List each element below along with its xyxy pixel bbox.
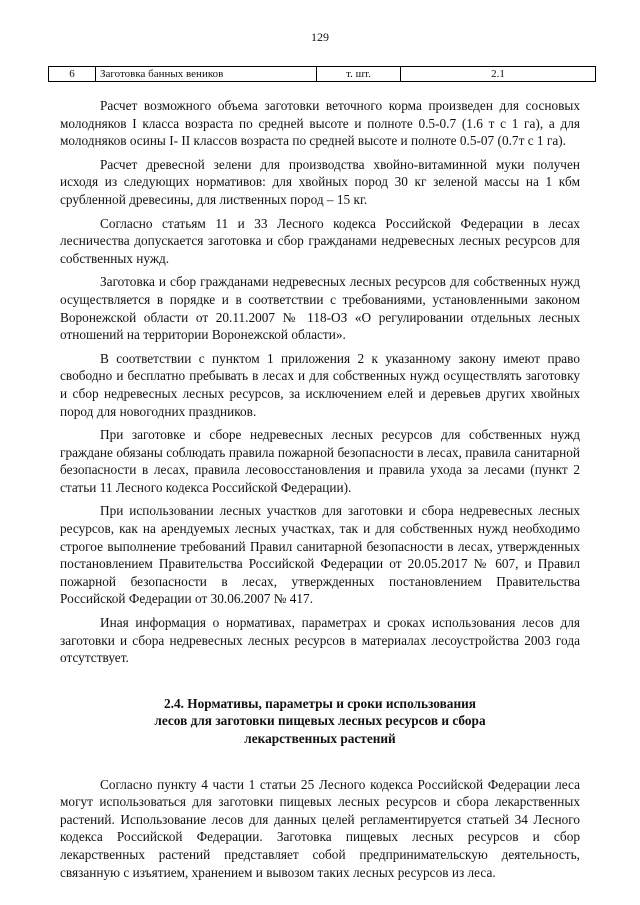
section-heading-line: лекарственных растений xyxy=(244,731,396,746)
page-number: 129 xyxy=(311,30,329,44)
document-body xyxy=(60,97,580,887)
row-unit-cell: т. шт. xyxy=(317,67,401,82)
paragraph: Заготовка и сбор гражданами недревесных лесных ресурсов для собственных нужд осуществляется в порядке и в соответствии с требованиями, установленными законом Воронежской области от 20.11.2007 № 118-ОЗ «О регулировании отдельных лесных отношений на территории Воронежской области». xyxy=(60,274,580,343)
paragraph: При заготовке и сборе недревесных лесных ресурсов для собственных нужд граждане обязаны соблюдать правила пожарной безопасности в лесах, правила санитарной безопасности в лесах, правила лесовосстановления и правила ухода за лесами (пункт 2 статьи 11 Лесного кодекса Российской Федерации). xyxy=(60,427,580,495)
paragraph: В соответствии с пунктом 1 приложения 2 к указанному закону имеют право свободно и бесплатно пребывать в лесах и для собственных нужд осуществлять заготовку и сбор недревесных лесных ресурсов, за исключением елей и деревьев других хвойных пород для новогодних праздников. xyxy=(60,350,580,419)
section-heading-line: лесов для заготовки пищевых лесных ресурсов и сбора xyxy=(154,713,486,729)
paragraph: Иная информация о нормативах, параметрах и сроках использования лесов для заготовки и сбора недревесных лесных ресурсов в материалах лесоустройства 2003 года отсутствует. xyxy=(60,615,580,666)
paragraph: При использовании лесных участков для заготовки и сбора недревесных лесных ресурсов, как на арендуемых лесных участках, так и для собственных нужд необходимо строгое выполнение требований Правил санитарной безопасности в лесах, утвержденных постановлением Правительства Российской Федерации от 20.05.2017 № 607, и Правил пожарной безопасности в лесах, утвержденных постановлением Правительства Российской Федерации от 30.06.2007 № 417. xyxy=(60,503,580,607)
section-heading-line: 2.4. Нормативы, параметры и сроки использования xyxy=(164,695,476,711)
paragraph: Согласно статьям 11 и 33 Лесного кодекса Российской Федерации в лесах лесничества допускается заготовка и сбор гражданами недревесных лесных ресурсов для собственных нужд. xyxy=(60,215,580,266)
table-row xyxy=(49,67,596,82)
row-name-cell: Заготовка банных веников xyxy=(96,67,317,82)
section-paragraph: Согласно пункту 4 части 1 статьи 25 Лесного кодекса Российской Федерации леса могут использоваться для заготовки пищевых лесных ресурсов и сбора лекарственных растений. Использование лесов для данных целей регламентируется статьей 34 Лесного кодекса Российской Федерации. Заготовка пищевых лесных ресурсов и сбор лекарственных растений представляет собой предпринимательскую деятельность, связанную с изъятием, хранением и вывозом таких лесных ресурсов из леса. xyxy=(60,776,580,880)
row-value-cell: 2.1 xyxy=(401,67,596,82)
paragraph: Расчет возможного объема заготовки веточного корма произведен для сосновых молодняков I класса возраста по средней высоте и полноте 0.5-0.7 (1.6 т с 1 га), а для молодняков осины I- II классов возраста по средней высоте и полноте 0.5-07 (0.7т с 1 га). xyxy=(60,98,580,149)
section-heading xyxy=(60,695,580,748)
paragraph: Расчет древесной зелени для производства хвойно-витаминной муки получен исходя из следующих нормативов: для хвойных пород 30 кг зеленой массы на 1 кбм срубленной древесины, для лиственных пород – 15 кг. xyxy=(60,156,580,207)
data-table xyxy=(48,66,596,82)
row-number-cell: 6 xyxy=(49,67,96,82)
